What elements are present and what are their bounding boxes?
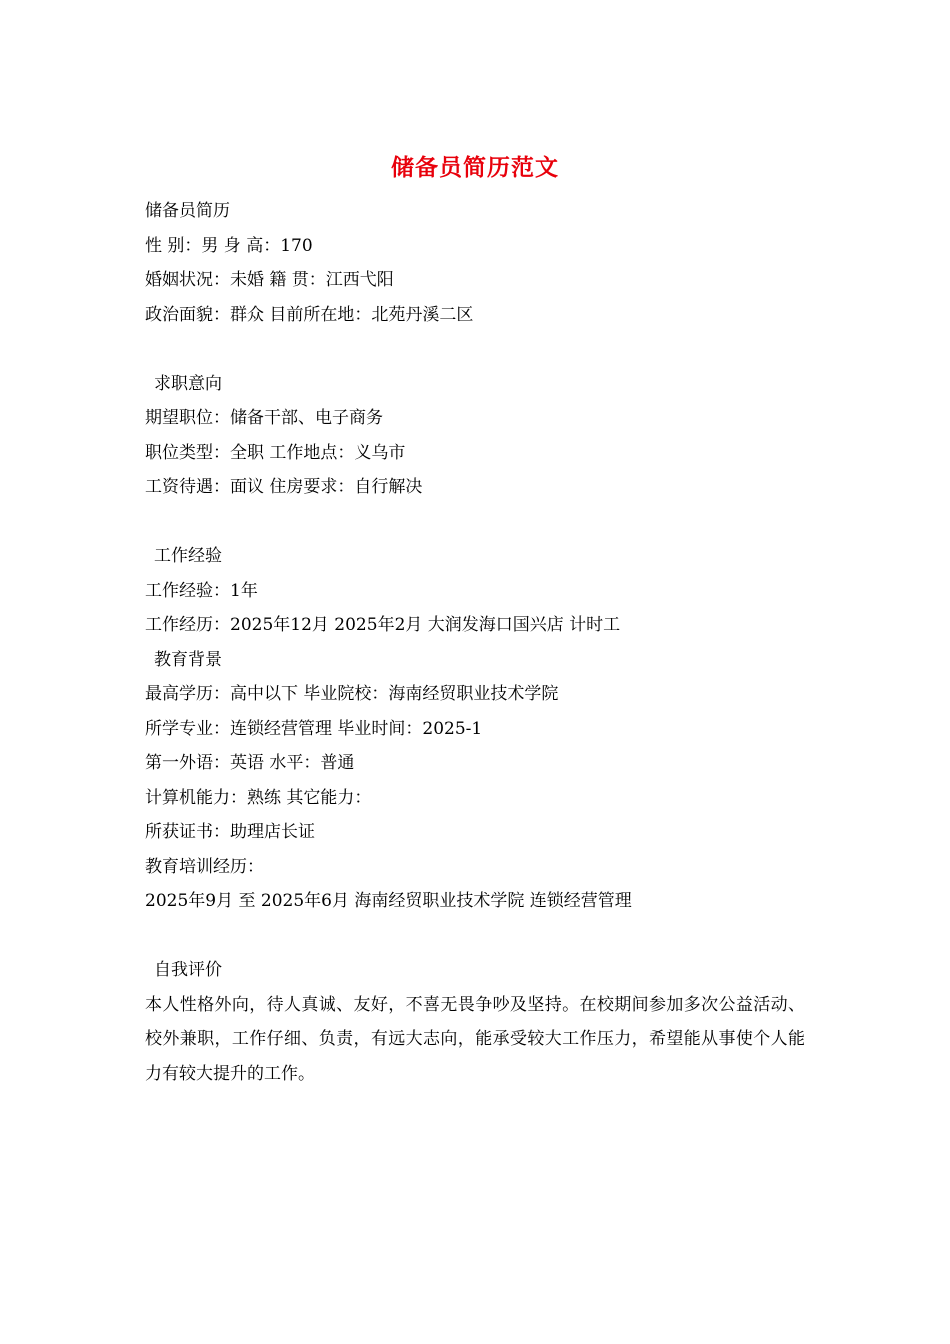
document-body: [145, 194, 805, 1091]
section-heading-education: 教育背景: [154, 649, 222, 670]
education-line-training-entry: 2025年9月 至 2025年6月 海南经贸职业技术学院 连锁经营管理: [145, 891, 632, 911]
section-heading-basic: 储备员简历: [145, 201, 230, 221]
basic-line-gender-height: 性 别：男 身 高：170: [145, 235, 313, 256]
education-line-computer: 计算机能力：熟练 其它能力：: [145, 787, 372, 808]
education-line-certificate: 所获证书：助理店长证: [145, 822, 315, 842]
education-line-major-graduation: 所学专业：连锁经营管理 毕业时间：2025-1: [145, 718, 483, 739]
document-title: 储备员简历范文: [391, 154, 559, 181]
intention-line-type-location: 职位类型：全职 工作地点：义乌市: [145, 442, 406, 463]
section-heading-self-eval: 自我评价: [154, 960, 222, 980]
education-line-degree-school: 最高学历：高中以下 毕业院校：海南经贸职业技术学院: [145, 684, 559, 704]
experience-line-history: 工作经历：2025年12月 2025年2月 大润发海口国兴店 计时工: [145, 615, 621, 635]
basic-line-political-location: 政治面貌：群众 目前所在地：北苑丹溪二区: [145, 304, 474, 325]
education-line-language: 第一外语：英语 水平：普通: [145, 753, 355, 773]
intention-line-position: 期望职位：储备干部、电子商务: [145, 408, 383, 428]
basic-line-marital-origin: 婚姻状况：未婚 籍 贯：江西弋阳: [145, 270, 394, 290]
spacer: [145, 505, 805, 540]
intention-line-salary-housing: 工资待遇：面议 住房要求：自行解决: [145, 477, 423, 497]
spacer: [145, 919, 805, 954]
self-eval-paragraph: 本人性格外向，待人真诚、友好，不喜无畏争吵及坚持。在校期间参加多次公益活动、校外兼职，工作仔细、负责，有远大志向，能承受较大工作压力，希望能从事使个人能力有较大提升的工作。: [145, 994, 805, 1084]
section-heading-experience: 工作经验: [154, 546, 222, 566]
experience-line-years: 工作经验：1年: [145, 580, 258, 601]
spacer: [145, 332, 805, 367]
section-heading-intention: 求职意向: [154, 373, 222, 394]
education-line-training-label: 教育培训经历：: [145, 856, 264, 877]
